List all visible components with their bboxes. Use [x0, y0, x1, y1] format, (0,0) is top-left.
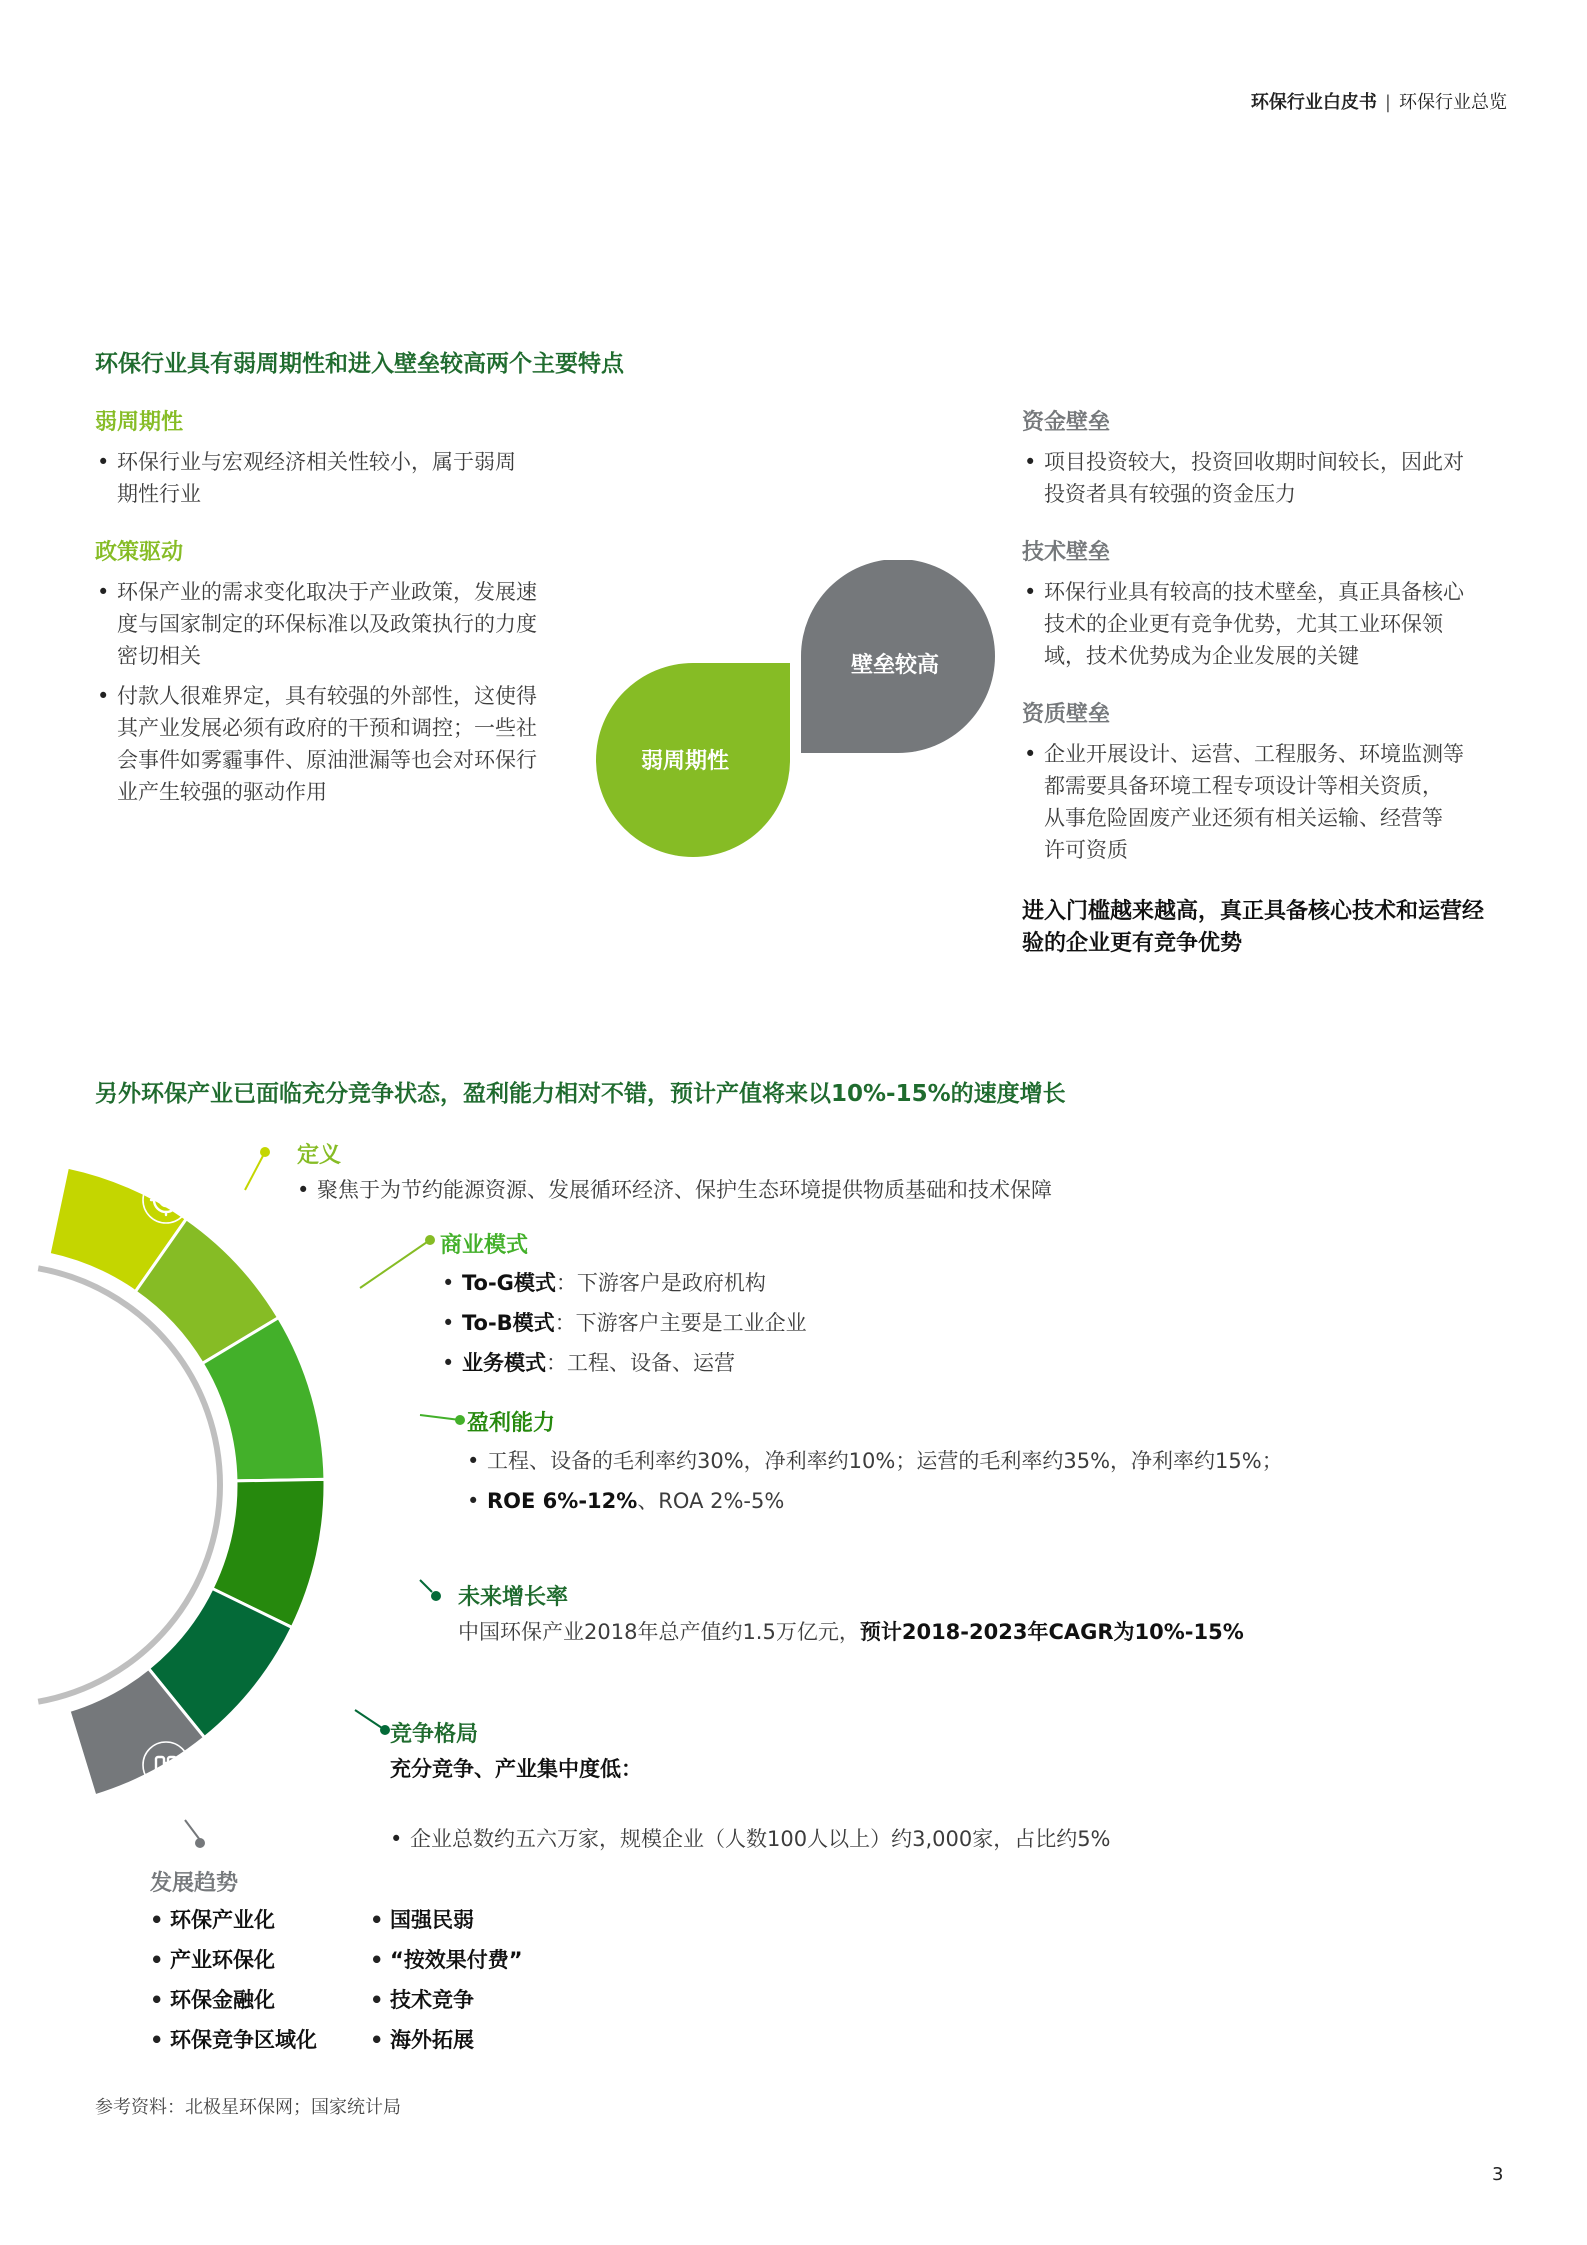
connector-competition [355, 1710, 385, 1730]
network-icon [274, 1667, 320, 1713]
connector-growth [420, 1580, 432, 1592]
business-tog-label: To-G模式 [462, 1271, 556, 1295]
header-separator: | [1384, 92, 1391, 113]
tech-line3: 域，技术优势成为企业发展的关键 [1044, 644, 1359, 668]
business-service-label: 业务模式 [462, 1351, 546, 1375]
conclusion-line2: 验的企业更有竞争优势 [1022, 931, 1243, 956]
header-subtitle: 环保行业总览 [1399, 92, 1507, 113]
policy-bullet-2 [95, 680, 600, 808]
connector-dot-business [425, 1235, 435, 1245]
source-note: 参考资料：北极星环保网；国家统计局 [95, 2097, 401, 2118]
profit-heading: 盈利能力 [467, 1411, 556, 1436]
qualification-line2: 都需要具备环境工程专项设计等相关资质， [1044, 774, 1443, 798]
policy-b1-line2: 度与国家制定的环保标准以及政策执行的力度 [117, 612, 537, 636]
connector-profit [420, 1415, 460, 1420]
trend-item: • “按效果付费” [368, 1940, 523, 1980]
gear-icon [143, 1177, 189, 1223]
business-list [440, 1263, 807, 1383]
ring-segments [38, 1167, 325, 1796]
policy-b2-line2: 其产业发展必须有政府的干预和调控；一些社 [117, 716, 537, 740]
definition-heading: 定义 [297, 1143, 342, 1168]
qualification-line3: 从事危险固废产业还须有相关运输、经营等 [1044, 806, 1443, 830]
right-column [1022, 405, 1522, 960]
growth-text [458, 1616, 1244, 1648]
business-item-service [440, 1343, 807, 1383]
connector-dot-profit [455, 1415, 465, 1425]
capital-barrier-heading: 资金壁垒 [1022, 410, 1111, 435]
profit-roe-label: ROE 6%-12% [487, 1489, 638, 1513]
business-service-text: ：工程、设备、运营 [546, 1351, 735, 1375]
connector-business [360, 1240, 430, 1288]
high-barrier-petal-label: 壁垒较高 [850, 653, 939, 678]
profit-margin-text: • 工程、设备的毛利率约30%，净利率约10%；运营的毛利率约35%，净利率约15%； [465, 1441, 1283, 1481]
trends-col2 [368, 1900, 523, 2060]
capital-line1: • 项目投资较大，投资回收期时间较长，因此对 [1044, 450, 1464, 474]
tech-barrier-bullet [1022, 576, 1522, 672]
business-item-tob [440, 1303, 807, 1343]
tech-line1: • 环保行业具有较高的技术壁垒，真正具备核心 [1044, 580, 1464, 604]
section1-title: 环保行业具有弱周期性和进入壁垒较高两个主要特点 [95, 351, 624, 377]
growth-heading: 未来增长率 [458, 1585, 569, 1610]
connector-dot-definition [260, 1147, 270, 1157]
policy-b2-line4: 业产生较强的驱动作用 [117, 780, 327, 804]
barrier-conclusion [1022, 896, 1522, 960]
connector-trends [185, 1820, 200, 1840]
business-tob-text: ：下游客户主要是工业企业 [554, 1311, 807, 1335]
trends-heading: 发展趋势 [150, 1871, 239, 1896]
growth-plain-text: 中国环保产业2018年总产值约1.5万亿元， [458, 1620, 860, 1644]
policy-b1-line3: 密切相关 [117, 644, 201, 668]
growth-chart-icon [343, 1530, 389, 1576]
growth-cagr-text: 预计2018-2023年CAGR为10%-15% [859, 1620, 1244, 1644]
ledger-icon [341, 1379, 387, 1425]
weak-cycle-heading: 弱周期性 [95, 410, 184, 435]
petal-diagram [590, 560, 1010, 860]
policy-b1-line1: • 环保产业的需求变化取决于产业政策，发展速 [117, 580, 537, 604]
weak-cycle-petal-label: 弱周期性 [640, 749, 729, 774]
connector-dot-growth [431, 1591, 441, 1601]
policy-bullet-1 [95, 576, 600, 672]
qualification-barrier-bullet [1022, 738, 1522, 866]
qualification-barrier-heading: 资质壁垒 [1022, 702, 1111, 727]
connector-dot-trends [195, 1838, 205, 1848]
capital-line2: 投资者具有较强的资金压力 [1044, 482, 1296, 506]
weak-cycle-line2: 期性行业 [117, 482, 201, 506]
qualification-line4: 许可资质 [1044, 838, 1128, 862]
business-tob-label: To-B模式 [462, 1311, 555, 1335]
page-number: 3 [1492, 2164, 1504, 2185]
trend-item: • 环保金融化 [148, 1980, 317, 2020]
section2-title: 另外环保产业已面临充分竞争状态，盈利能力相对不错，预计产值将来以10%-15%的速度增长 [95, 1081, 1066, 1107]
conclusion-line1: 进入门槛越来越高，真正具备核心技术和运营经 [1022, 899, 1485, 924]
trend-item: • 国强民弱 [368, 1900, 523, 1940]
page-header [1251, 88, 1507, 114]
trend-item: • 产业环保化 [148, 1940, 317, 1980]
competition-subheading: 充分竞争、产业集中度低： [390, 1757, 642, 1781]
basket-icon [271, 1254, 317, 1300]
policy-b2-line1: • 付款人很难界定，具有较强的外部性，这使得 [117, 684, 537, 708]
trend-item: • 环保竞争区域化 [148, 2020, 317, 2060]
capital-barrier-bullet [1022, 446, 1522, 510]
trend-item: • 海外拓展 [368, 2020, 523, 2060]
connector-definition [245, 1152, 265, 1190]
connector-dot-competition [380, 1725, 390, 1735]
trend-item: • 环保产业化 [148, 1900, 317, 1940]
definition-text: • 聚焦于为节约能源资源、发展循环经济、保护生态环境提供物质基础和技术保障 [295, 1174, 1587, 1206]
profit-list [465, 1441, 1283, 1521]
weak-cycle-bullet [95, 446, 600, 510]
policy-heading: 政策驱动 [95, 540, 184, 565]
trends-col1 [148, 1900, 317, 2060]
left-column [95, 405, 600, 808]
qualification-line1: • 企业开展设计、运营、工程服务、环境监测等 [1044, 742, 1464, 766]
weak-cycle-line1: • 环保行业与宏观经济相关性较小，属于弱周 [117, 450, 516, 474]
business-heading: 商业模式 [440, 1233, 529, 1258]
competition-heading: 竞争格局 [390, 1722, 479, 1747]
tech-line2: 技术的企业更有竞争优势，尤其工业环保领 [1044, 612, 1443, 636]
business-tog-text: ：下游客户是政府机构 [555, 1271, 766, 1295]
tech-barrier-heading: 技术壁垒 [1022, 540, 1111, 565]
competition-text: • 企业总数约五六万家，规模企业（人数100人以上）约3,000家，占比约5% [388, 1823, 1587, 1855]
profit-roa-text: 、ROA 2%-5% [637, 1489, 785, 1513]
business-item-tog [440, 1263, 807, 1303]
header-title: 环保行业白皮书 [1250, 92, 1377, 113]
policy-b2-line3: 会事件如雾霾事件、原油泄漏等也会对环保行 [117, 748, 537, 772]
trend-item: • 技术竞争 [368, 1980, 523, 2020]
profit-roe-item [465, 1481, 1283, 1521]
